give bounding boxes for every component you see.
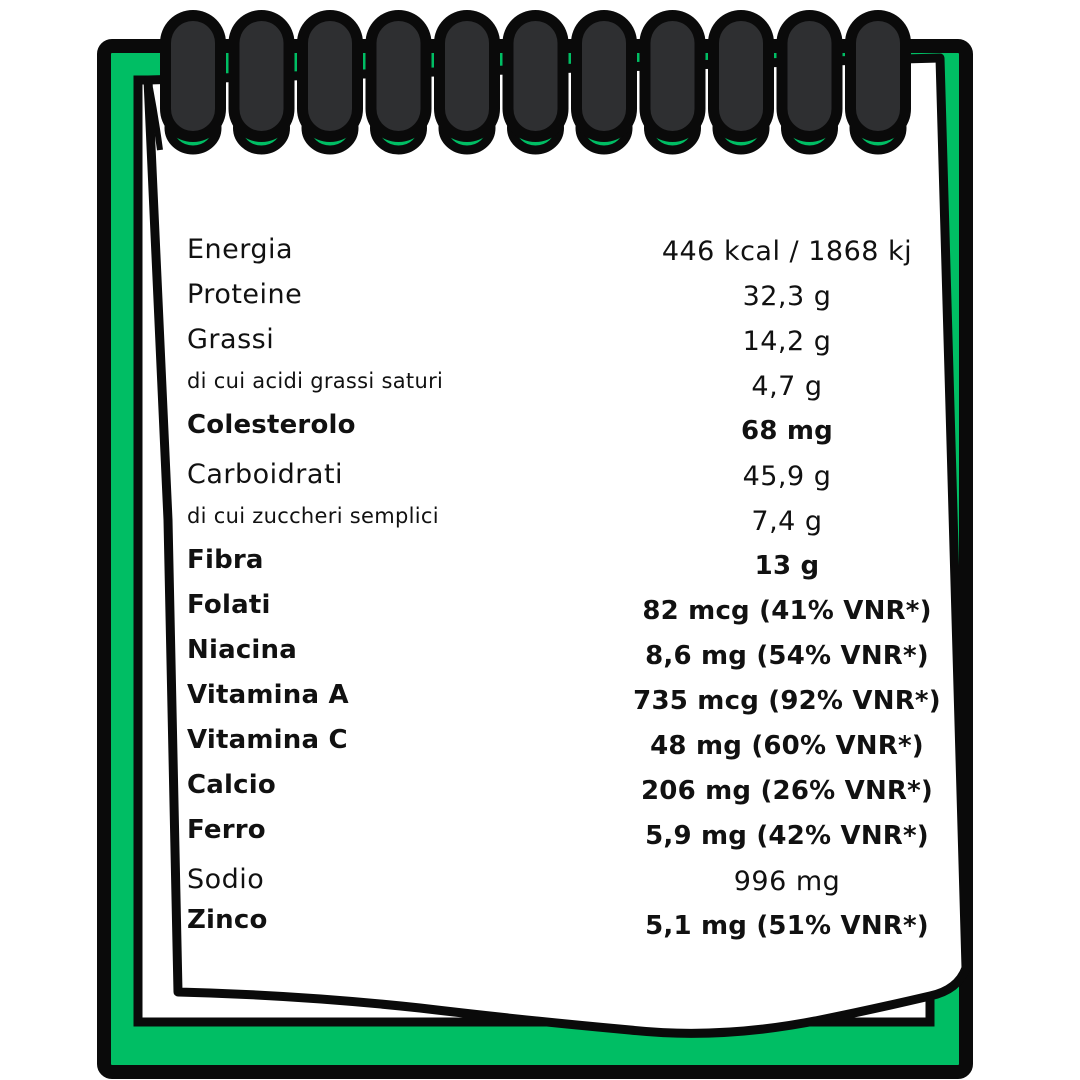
nutrition-row — [187, 722, 947, 767]
nutrition-row — [187, 227, 947, 272]
nutrient-value: 82 mcg (41% VNR*) — [642, 596, 932, 626]
nutrition-row — [187, 452, 947, 497]
nutrient-value: 7,4 g — [751, 506, 823, 537]
spiral-ring — [160, 10, 226, 150]
nutrient-value: 4,7 g — [751, 371, 823, 402]
nutrient-label: Calcio — [187, 770, 276, 800]
nutrition-row — [187, 587, 947, 632]
spiral-ring — [503, 10, 569, 150]
nutrient-label: di cui zuccheri semplici — [187, 504, 439, 528]
nutrition-row — [187, 497, 947, 542]
spiral-ring — [571, 10, 637, 150]
nutrient-label: Grassi — [187, 324, 275, 355]
nutrition-row — [187, 812, 947, 857]
nutrient-label: Proteine — [187, 279, 303, 310]
nutrient-label: Niacina — [187, 635, 297, 665]
spiral-ring — [434, 10, 500, 150]
nutrition-row — [187, 272, 947, 317]
nutrition-row — [187, 902, 947, 947]
nutrient-label: Vitamina C — [187, 725, 348, 755]
nutrition-row — [187, 677, 947, 722]
nutrient-label: Vitamina A — [187, 680, 349, 710]
nutrient-label: Energia — [187, 234, 294, 265]
nutrient-label: Carboidrati — [187, 459, 344, 490]
nutrient-label: Ferro — [187, 815, 266, 845]
nutrient-label: di cui acidi grassi saturi — [187, 369, 444, 393]
spiral-ring — [777, 10, 843, 150]
nutrient-value: 8,6 mg (54% VNR*) — [645, 641, 929, 671]
nutrient-label: Zinco — [187, 905, 268, 935]
nutrient-label: Folati — [187, 590, 271, 620]
nutrition-table — [187, 227, 947, 947]
nutrient-label: Fibra — [187, 545, 264, 575]
nutrient-label: Colesterolo — [187, 410, 356, 440]
nutrient-value: 14,2 g — [742, 326, 832, 357]
nutrition-row — [187, 317, 947, 362]
nutrition-row — [187, 857, 947, 902]
nutrient-value: 446 kcal / 1868 kj — [661, 236, 913, 267]
nutrient-value: 13 g — [754, 551, 820, 581]
spiral-binding — [160, 10, 911, 150]
nutrient-value: 5,9 mg (42% VNR*) — [645, 821, 929, 851]
nutrient-value: 735 mcg (92% VNR*) — [633, 686, 941, 716]
nutrition-row — [187, 407, 947, 452]
spiral-ring — [229, 10, 295, 150]
nutrient-value: 5,1 mg (51% VNR*) — [645, 911, 929, 941]
nutrition-row — [187, 362, 947, 407]
nutrient-value: 45,9 g — [742, 461, 832, 492]
nutrition-row — [187, 767, 947, 812]
nutrition-row — [187, 542, 947, 587]
spiral-ring — [366, 10, 432, 150]
spiral-ring — [708, 10, 774, 150]
nutrient-value: 996 mg — [733, 866, 841, 897]
nutrient-value: 48 mg (60% VNR*) — [650, 731, 924, 761]
nutrition-row — [187, 632, 947, 677]
nutrient-value: 206 mg (26% VNR*) — [640, 776, 934, 806]
nutrient-value: 68 mg — [741, 416, 833, 446]
nutrient-value: 32,3 g — [742, 281, 832, 312]
spiral-ring — [297, 10, 363, 150]
spiral-ring — [845, 10, 911, 150]
spiral-ring — [640, 10, 706, 150]
nutrient-label: Sodio — [187, 864, 265, 895]
